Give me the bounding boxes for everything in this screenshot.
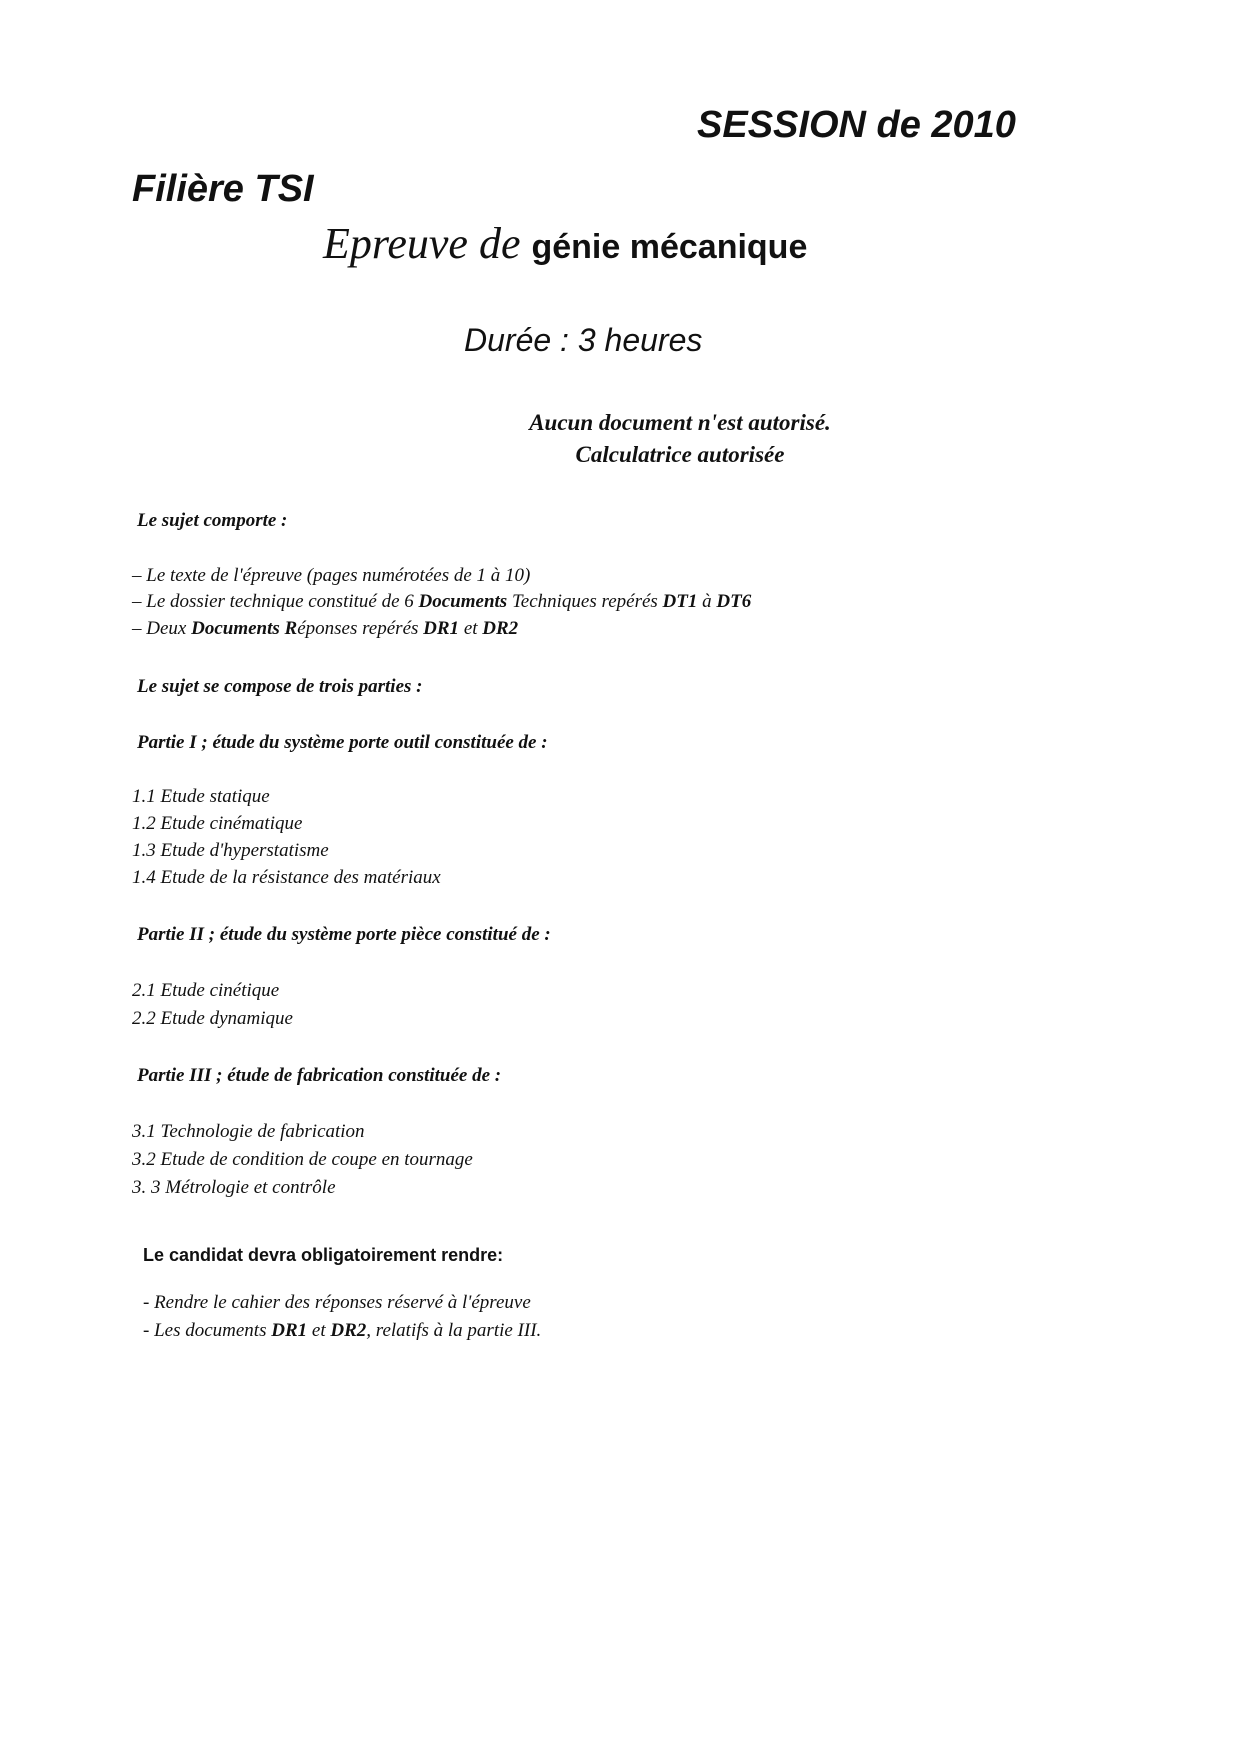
- rendu-item-2: - Les documents DR1 et DR2, relatifs à la partie III.: [143, 1320, 542, 1341]
- epreuve-subject: génie mécanique: [531, 228, 808, 266]
- partie-3-item: 3.1 Technologie de fabrication: [132, 1121, 365, 1142]
- session-title: SESSION de 2010: [697, 104, 1016, 146]
- rendu-item-1: - Rendre le cahier des réponses réservé à l'épreuve: [143, 1292, 531, 1313]
- composition-heading: Le sujet se compose de trois parties :: [137, 676, 423, 697]
- epreuve-prefix: Epreuve de: [323, 219, 521, 268]
- epreuve-title: [323, 218, 807, 269]
- duree: Durée : 3 heures: [464, 322, 703, 358]
- partie-3-item: 3.2 Etude de condition de coupe en tournage: [132, 1149, 473, 1170]
- partie-1-item: 1.4 Etude de la résistance des matériaux: [132, 867, 441, 888]
- notice-calculatrice: Calculatrice autorisée: [575, 442, 785, 467]
- filiere-title: Filière TSI: [132, 168, 314, 210]
- partie-1-item: 1.1 Etude statique: [132, 786, 270, 807]
- sujet-item-3: – Deux Documents Réponses repérés DR1 et DR2: [132, 618, 519, 639]
- notice-documents: Aucun document n'est autorisé.: [529, 410, 831, 435]
- sujet-item-1: – Le texte de l'épreuve (pages numérotées de 1 à 10): [132, 565, 531, 586]
- sujet-heading: Le sujet comporte :: [137, 510, 288, 531]
- partie-1-item: 1.2 Etude cinématique: [132, 813, 303, 834]
- partie-2-item: 2.1 Etude cinétique: [132, 980, 280, 1001]
- partie-1-heading: Partie I ; étude du système porte outil constituée de :: [137, 732, 548, 753]
- sujet-item-2: – Le dossier technique constitué de 6 Documents Techniques repérés DT1 à DT6: [132, 591, 752, 612]
- partie-1-item: 1.3 Etude d'hyperstatisme: [132, 840, 329, 861]
- partie-3-item: 3. 3 Métrologie et contrôle: [132, 1177, 336, 1198]
- partie-3-heading: Partie III ; étude de fabrication constituée de :: [137, 1065, 502, 1086]
- partie-2-item: 2.2 Etude dynamique: [132, 1008, 293, 1029]
- partie-2-heading: Partie II ; étude du système porte pièce constitué de :: [137, 924, 551, 945]
- rendu-heading: Le candidat devra obligatoirement rendre:: [143, 1245, 504, 1265]
